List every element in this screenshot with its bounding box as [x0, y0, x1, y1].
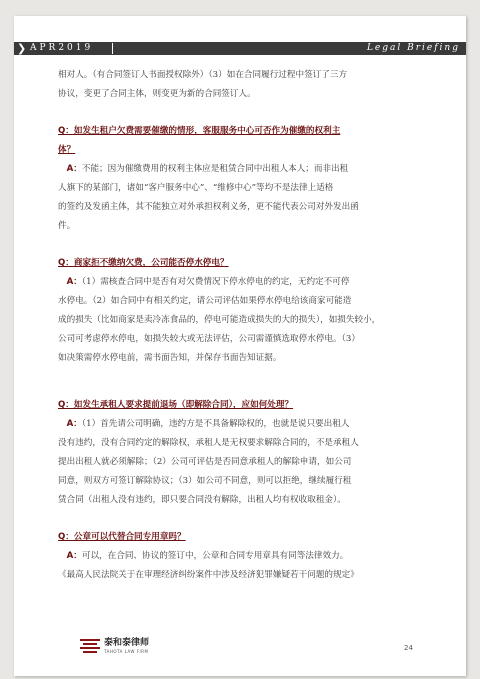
answer-text: （1）首先请公司明确，违约方是不具备解除权的，也就是说只要出租人 — [81, 419, 350, 429]
firm-logo — [80, 638, 149, 654]
answer-line: 公司可考虑停水停电，如损失较大或无法评估，公司需谨慎选取停水停电。（3） — [58, 334, 360, 344]
answer-label: A： — [66, 277, 82, 287]
answer-line: 成的损失（比如商家是卖冷冻食品的，停电可能造成损失的大的损失），如损失较小， — [58, 315, 381, 325]
answer-text: 可以，在合同、协议的签订中，公章和合同专用章具有同等法律效力。 — [81, 551, 349, 561]
question-heading: Q：如发生租户欠费需要催缴的情形，客服服务中心可否作为催缴的权利主 — [58, 126, 341, 136]
answer-line — [58, 415, 410, 434]
question-heading: 体？ — [58, 145, 76, 155]
answer-line: 没有违约，没有合同约定的解除权，承租人是无权要求解除合同的，不是承租人 — [58, 438, 359, 448]
firm-mark-icon — [80, 639, 100, 653]
answer-line: 同意，则双方可签订解除协议；（3）如公司不同意，则可以拒绝，继续履行租 — [58, 476, 352, 486]
answer-label: A： — [66, 551, 82, 561]
answer-line — [58, 547, 410, 566]
intro-line: 相对人。（有合同签订人书面授权除外）（3）如在合同履行过程中签订了三方 — [58, 70, 348, 80]
header-bar — [14, 42, 466, 55]
answer-text: （1）需核查合同中是否有对欠费情况下停水停电的约定，无约定不可停 — [81, 277, 350, 287]
document-page — [14, 16, 466, 676]
article-body — [58, 66, 410, 585]
intro-line: 协议，变更了合同主体，则变更为新的合同签订人。 — [58, 89, 256, 99]
publication-title: Legal Briefing — [366, 43, 460, 53]
chevron-right-icon: ❯ — [17, 42, 27, 55]
answer-line: 件。 — [58, 221, 76, 231]
question-heading: Q：如发生承租人要求提前退场（即解除合同），应如何处理？ — [58, 400, 294, 410]
answer-label: A： — [66, 164, 82, 174]
answer-line — [58, 273, 410, 292]
answer-line: 的签约及发函主体，其不能独立对外承担权利义务，更不能代表公司对外发出函 — [58, 202, 359, 212]
question-heading: Q：商家拒不缴纳欠费，公司能否停水停电？ — [58, 258, 229, 268]
answer-line: 赁合同（出租人没有违约，即只要合同没有解除，出租人均有权收取租金）。 — [58, 495, 346, 505]
issue-date: APR2019 — [30, 43, 94, 53]
page-number: 24 — [404, 644, 413, 652]
question-heading: Q：公章可以代替合同专用章吗？ — [58, 532, 186, 542]
firm-name-en: TAHOTA LAW FIRM — [104, 649, 149, 654]
answer-line: 如决策需停水停电前，需书面告知，并保存书面告知证据。 — [58, 353, 282, 363]
answer-line — [58, 160, 410, 179]
header-divider — [112, 43, 113, 54]
answer-line: 水停电。（2）如合同中有相关约定，请公司评估如果停水停电给该商家可能造 — [58, 296, 352, 306]
firm-name: 泰和泰律师 — [104, 638, 150, 648]
answer-line: 《最高人民法院关于在审理经济纠纷案件中涉及经济犯罪嫌疑若干问题的规定》 — [58, 570, 359, 580]
answer-text: 不能；因为催缴费用的权利主体应是租赁合同中出租人本人；而非出租 — [81, 164, 349, 174]
answer-label: A： — [66, 419, 82, 429]
answer-line: 提出出租人就必须解除；（2）公司可评估是否同意承租人的解除申请，如公司 — [58, 457, 352, 467]
answer-line: 人旗下的某部门，诸如“客户服务中心”、“维修中心”等均不是法律上适格 — [58, 183, 334, 193]
